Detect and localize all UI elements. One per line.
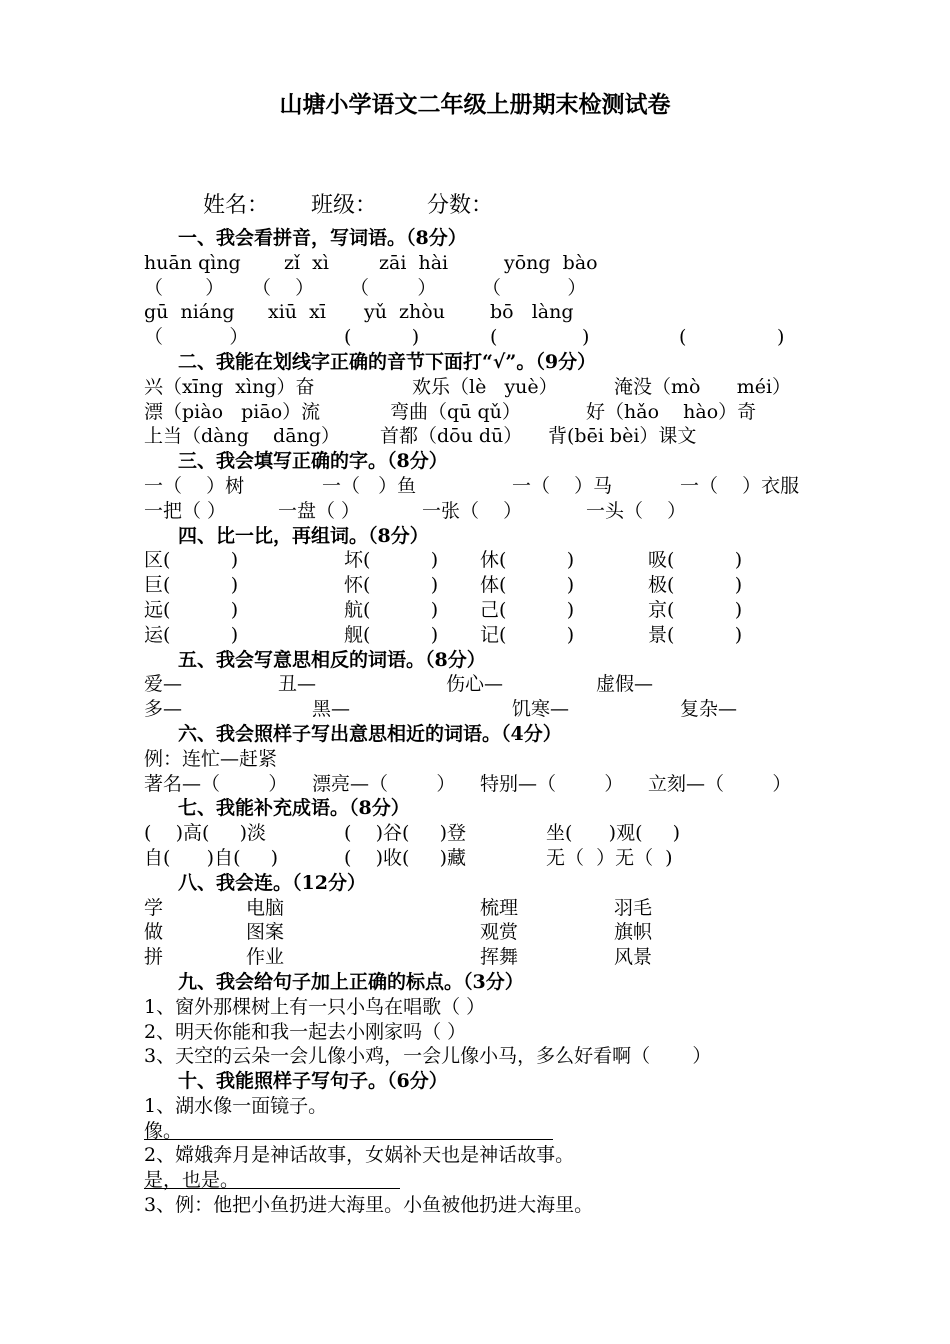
compare-item[interactable]: 京( ) xyxy=(648,598,743,621)
tone-item[interactable]: 兴（xīng xìng）奋 xyxy=(144,375,315,398)
pinyin: bō làng xyxy=(490,301,574,324)
sentence-example-2: 2、嫦娥奔月是神话故事，女娲补天也是神话故事。 xyxy=(144,1144,575,1167)
idiom-item[interactable]: 无（ ）无（ ) xyxy=(546,846,673,869)
sentence-example-3: 3、例：他把小鱼扔进大海里。小鱼被他扔进大海里。 xyxy=(144,1194,594,1217)
synonym-item[interactable]: 漂亮—（ ） xyxy=(312,772,456,795)
compare-item[interactable]: 吸( ) xyxy=(648,549,743,572)
page-title: 山塘小学语文二年级上册期末检测试卷 xyxy=(279,91,671,118)
idiom-item[interactable]: 坐( )观( ) xyxy=(546,822,681,845)
answer-row-1 xyxy=(144,276,824,301)
antonym-item[interactable]: 黑— xyxy=(312,698,351,721)
pinyin: zāi hài xyxy=(379,251,449,274)
end-mark: 。 xyxy=(220,1169,240,1192)
pinyin: gū niáng xyxy=(144,301,235,324)
compare-item[interactable]: 区( ) xyxy=(144,549,239,572)
antonym-item[interactable]: 爱— xyxy=(144,673,183,696)
match-word[interactable]: 羽毛 xyxy=(614,896,653,919)
measure-item[interactable]: 一头（ ） xyxy=(586,499,687,522)
compare-item[interactable]: 体( ) xyxy=(480,574,575,597)
idiom-item[interactable]: ( )谷( )登 xyxy=(344,822,467,845)
compare-item[interactable]: 己( ) xyxy=(480,598,575,621)
class-label: 班级： xyxy=(311,193,378,218)
measure-row-2 xyxy=(144,499,824,524)
antonym-row-1 xyxy=(144,672,824,697)
match-word[interactable]: 做 xyxy=(144,921,164,944)
answer-blank[interactable]: （ ） xyxy=(144,326,249,349)
measure-row-1 xyxy=(144,474,824,499)
tone-row-2 xyxy=(144,400,824,425)
punctuation-item[interactable]: 3、天空的云朵一会儿像小鸡，一会儿像小马，多么好看啊（ ） xyxy=(144,1045,712,1068)
compare-item[interactable]: 极( ) xyxy=(648,574,743,597)
answer-blank[interactable]: ( ) xyxy=(679,326,785,349)
tone-item[interactable]: 首都（dōu dū） xyxy=(380,425,523,448)
compare-item[interactable]: 舰( ) xyxy=(344,623,439,646)
match-row xyxy=(144,945,824,970)
antonym-item[interactable]: 多— xyxy=(144,698,183,721)
sentence-answer-2 xyxy=(144,1168,824,1193)
section-4-heading: 四、比一比，再组词。（8分） xyxy=(178,524,429,547)
section-1-heading: 一、我会看拼音，写词语。（8分） xyxy=(178,227,467,249)
tone-item[interactable]: 好（hǎo hào）奇 xyxy=(586,400,757,423)
connector-word: 也是 xyxy=(182,1169,221,1192)
compare-item[interactable]: 远( ) xyxy=(144,598,239,621)
compare-row xyxy=(144,573,824,598)
measure-item[interactable]: 一（ ）马 xyxy=(512,474,613,497)
pinyin: yǔ zhòu xyxy=(364,301,445,324)
match-row xyxy=(144,896,824,921)
answer-blank[interactable]: （ ） xyxy=(350,276,437,299)
match-row xyxy=(144,920,824,945)
measure-item[interactable]: 一盘（ ） xyxy=(278,499,361,522)
end-mark: 。 xyxy=(163,1119,183,1142)
answer-blank[interactable]: （ ） xyxy=(482,276,587,299)
exam-body xyxy=(144,226,824,1218)
section-2-heading: 二、我能在划线字正确的音节下面打“√”。（9分） xyxy=(178,350,597,373)
section-10-heading: 十、我能照样子写句子。（6分） xyxy=(178,1070,448,1093)
antonym-row-2 xyxy=(144,697,824,722)
section-3-heading: 三、我会填写正确的字。（8分） xyxy=(178,450,448,473)
tone-item[interactable]: 漂（piào piāo）流 xyxy=(144,400,321,423)
sentence-answer-1 xyxy=(144,1119,824,1144)
compare-row xyxy=(144,598,824,623)
synonym-item[interactable]: 著名—（ ） xyxy=(144,772,288,795)
section-6-heading: 六、我会照样子写出意思相近的词语。（4分） xyxy=(178,722,562,745)
match-word[interactable]: 旗帜 xyxy=(614,921,653,944)
sentence-example-1: 1、湖水像一面镜子。 xyxy=(144,1094,328,1117)
antonym-item[interactable]: 复杂— xyxy=(680,698,738,721)
tone-row-1 xyxy=(144,375,824,400)
match-word[interactable]: 风景 xyxy=(614,946,653,969)
answer-line[interactable] xyxy=(220,1168,400,1192)
compare-item[interactable]: 巨( ) xyxy=(144,574,239,597)
section-8-heading: 八、我会连。（12分） xyxy=(178,871,366,894)
pinyin-row-1 xyxy=(144,251,824,276)
compare-item[interactable]: 怀( ) xyxy=(344,574,439,597)
tone-item[interactable]: 淹没（mò méi） xyxy=(614,375,792,398)
match-word[interactable]: 观赏 xyxy=(480,921,519,944)
compare-item[interactable]: 记( ) xyxy=(480,623,575,646)
punctuation-item[interactable]: 1、窗外那棵树上有一只小鸟在唱歌（ ） xyxy=(144,995,486,1018)
name-label: 姓名： xyxy=(203,193,270,218)
compare-row xyxy=(144,548,824,573)
section-9-heading: 九、我会给句子加上正确的标点。（3分） xyxy=(178,970,524,993)
pinyin: huān qìng xyxy=(144,251,241,274)
punctuation-item[interactable]: 2、明天你能和我一起去小刚家吗（ ） xyxy=(144,1020,467,1043)
match-word[interactable]: 作业 xyxy=(246,946,285,969)
measure-item[interactable]: 一张（ ） xyxy=(422,499,523,522)
tone-row-3 xyxy=(144,424,824,449)
idiom-item[interactable]: ( )收( )藏 xyxy=(344,846,467,869)
compare-item[interactable]: 航( ) xyxy=(344,598,439,621)
connector-word: 像 xyxy=(144,1119,164,1142)
measure-item[interactable]: 一把（ ） xyxy=(144,499,227,522)
score-label: 分数： xyxy=(427,193,494,218)
comma: ， xyxy=(163,1169,183,1192)
antonym-item[interactable]: 丑— xyxy=(278,673,317,696)
pinyin: xiū xī xyxy=(268,301,326,324)
compare-item[interactable]: 运( ) xyxy=(144,623,239,646)
measure-item[interactable]: 一（ ）衣服 xyxy=(680,474,800,497)
answer-line[interactable] xyxy=(163,1119,553,1140)
idiom-item[interactable]: 自( )自( ) xyxy=(144,846,279,869)
answer-blank[interactable]: ( ) xyxy=(490,326,590,349)
connector-word: 是 xyxy=(144,1169,164,1192)
idiom-item[interactable]: ( )高( )淡 xyxy=(144,822,267,845)
section-7-heading: 七、我能补充成语。（8分） xyxy=(178,797,410,820)
measure-item[interactable]: 一（ ）树 xyxy=(144,474,245,497)
idiom-row-1 xyxy=(144,821,824,846)
answer-blank[interactable]: （ ） xyxy=(144,276,225,299)
antonym-item[interactable]: 伤心— xyxy=(446,673,504,696)
measure-item[interactable]: 一（ ）鱼 xyxy=(322,474,417,497)
compare-item[interactable]: 休( ) xyxy=(480,549,575,572)
synonym-example: 例：连忙—赶紧 xyxy=(144,747,278,770)
answer-row-2 xyxy=(144,325,824,350)
tone-item[interactable]: 欢乐（lè yuè） xyxy=(412,375,558,398)
antonym-item[interactable]: 虚假— xyxy=(596,673,654,696)
antonym-item[interactable]: 饥寒— xyxy=(512,698,570,721)
idiom-row-2 xyxy=(144,846,824,871)
match-word[interactable]: 电脑 xyxy=(246,896,285,919)
pinyin: yōng bào xyxy=(504,251,598,274)
match-word[interactable]: 学 xyxy=(144,896,164,919)
synonym-item[interactable]: 特别—（ ） xyxy=(480,772,624,795)
match-word[interactable]: 梳理 xyxy=(480,896,519,919)
pinyin-row-2 xyxy=(144,300,824,325)
match-word[interactable]: 拼 xyxy=(144,946,164,969)
compare-item[interactable]: 坏( ) xyxy=(344,549,439,572)
match-word[interactable]: 挥舞 xyxy=(480,946,519,969)
tone-item[interactable]: 弯曲（qū qǔ） xyxy=(390,400,521,423)
match-word[interactable]: 图案 xyxy=(246,921,285,944)
synonym-item[interactable]: 立刻—（ ） xyxy=(648,772,792,795)
compare-row xyxy=(144,623,824,648)
tone-item[interactable]: 背(bēi bèi）课文 xyxy=(548,425,697,448)
answer-blank[interactable]: （ ） xyxy=(252,276,315,299)
pinyin: zǐ xì xyxy=(284,251,329,274)
section-5-heading: 五、我会写意思相反的词语。（8分） xyxy=(178,648,486,671)
tone-item[interactable]: 上当（dàng dāng） xyxy=(144,425,340,448)
answer-blank[interactable]: ( ) xyxy=(344,326,420,349)
compare-item[interactable]: 景( ) xyxy=(648,623,743,646)
synonym-row xyxy=(144,772,824,797)
